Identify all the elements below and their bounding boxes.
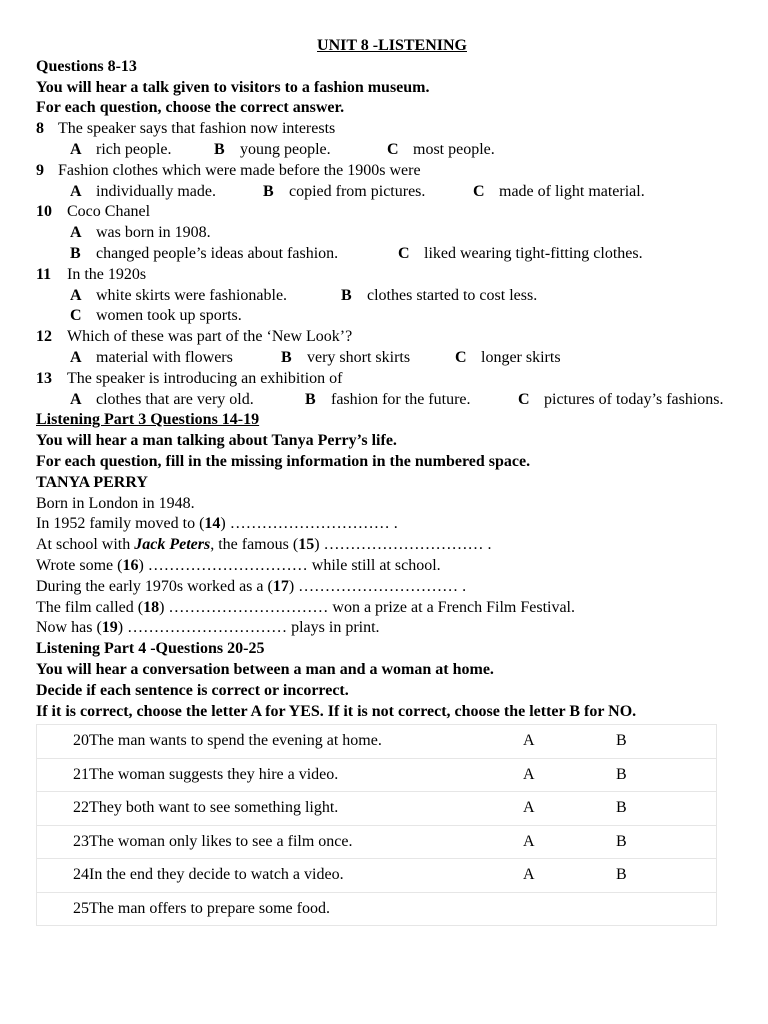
row-statement: In the end they decide to watch a video. [89, 859, 523, 893]
question-11-option-c-row [36, 306, 748, 327]
question-text: The speaker is introducing an exhibition of [67, 369, 343, 387]
gap-14-line: In 1952 family moved to (14) ………………………… . [36, 515, 398, 533]
table-row [37, 892, 717, 926]
option-a[interactable]: A was born in 1908. [70, 224, 211, 242]
part2-intro-2: For each question, choose the correct answer. [36, 99, 345, 117]
part4-intro-3: If it is correct, choose the letter A for YES. If it is not correct, choose the letter B for NO. [36, 702, 637, 720]
question-9-options [36, 182, 748, 203]
option-b[interactable]: B fashion for the future. [305, 390, 471, 408]
answer-a[interactable]: A [523, 825, 616, 859]
part2-intro-1: You will hear a talk given to visitors to a fashion museum. [36, 78, 430, 96]
gap-15-line: At school with Jack Peters, the famous (15) ………………………… . [36, 536, 492, 554]
question-13-options [36, 390, 748, 411]
part4-intro-1: You will hear a conversation between a man and a woman at home. [36, 660, 494, 678]
row-number: 22 [37, 792, 90, 826]
question-text: In the 1920s [67, 265, 147, 283]
answer-a[interactable]: A [523, 758, 616, 792]
answer-a[interactable]: A [523, 792, 616, 826]
part3-heading: Listening Part 3 Questions 14-19 [36, 411, 260, 429]
row-number: 25 [37, 892, 90, 926]
answer-b[interactable]: B [616, 725, 717, 759]
option-c[interactable]: C longer skirts [455, 348, 561, 366]
part4-intro-2: Decide if each sentence is correct or incorrect. [36, 681, 349, 699]
yes-no-table [36, 724, 717, 926]
option-c[interactable]: C liked wearing tight-fitting clothes. [398, 244, 643, 262]
option-a[interactable]: A rich people. [70, 140, 172, 158]
question-9: 9 Fashion clothes which were made before the 1900s were [36, 161, 421, 179]
option-a[interactable]: A clothes that are very old. [70, 390, 254, 408]
answer-a[interactable]: A [523, 725, 616, 759]
question-11-option-ab-row [36, 286, 748, 307]
question-text: Fashion clothes which were made before the 1900s were [58, 161, 421, 179]
row-statement: The woman suggests they hire a video. [89, 758, 523, 792]
table-row [37, 758, 717, 792]
question-13: 13 The speaker is introducing an exhibition of [36, 369, 343, 387]
row-statement: They both want to see something light. [89, 792, 523, 826]
option-b[interactable]: B clothes started to cost less. [341, 286, 538, 304]
answer-a[interactable]: A [523, 859, 616, 893]
row-number: 24 [37, 859, 90, 893]
answer-b[interactable]: B [616, 859, 717, 893]
question-10-option-bc-row [36, 244, 748, 265]
answer-b [616, 892, 717, 926]
gap-18-blank[interactable]: ………………………… [168, 598, 329, 616]
answer-a [523, 892, 616, 926]
table-row [37, 725, 717, 759]
gap-15-blank[interactable]: ………………………… [323, 536, 484, 554]
row-number: 20 [37, 725, 90, 759]
question-text: Which of these was part of the ‘New Look’? [67, 328, 353, 346]
page-title: UNIT 8 -LISTENING [317, 37, 467, 54]
option-b[interactable]: B changed people’s ideas about fashion. [70, 244, 339, 262]
option-c[interactable]: C made of light material. [473, 182, 645, 200]
born-line: Born in London in 1948. [36, 494, 195, 512]
table-row [37, 825, 717, 859]
part2-heading: Questions 8-13 [36, 57, 137, 75]
option-a[interactable]: A individually made. [70, 182, 216, 200]
option-c[interactable]: C women took up sports. [70, 307, 242, 325]
question-10: 10 Coco Chanel [36, 203, 151, 221]
gap-14-blank[interactable]: ………………………… [229, 515, 390, 533]
option-a[interactable]: A material with flowers [70, 348, 233, 366]
subject-name: TANYA PERRY [36, 473, 148, 491]
gap-16-blank[interactable]: ………………………… [147, 556, 308, 574]
row-statement: The woman only likes to see a film once. [89, 825, 523, 859]
option-b[interactable]: B very short skirts [281, 348, 411, 366]
question-8: 8 The speaker says that fashion now interests [36, 120, 336, 138]
question-8-options [36, 140, 748, 161]
row-number: 23 [37, 825, 90, 859]
option-c[interactable]: C pictures of today’s fashions. [518, 390, 724, 408]
answer-b[interactable]: B [616, 792, 717, 826]
table-row [37, 792, 717, 826]
gap-19-blank[interactable]: ………………………… [127, 619, 288, 637]
gap-19-line: Now has (19) ………………………… plays in print. [36, 619, 380, 637]
question-12: 12 Which of these was part of the ‘New Look’? [36, 328, 353, 346]
option-a[interactable]: A white skirts were fashionable. [70, 286, 288, 304]
option-b[interactable]: B young people. [214, 140, 331, 158]
question-text: Coco Chanel [67, 203, 151, 221]
gap-17-line: During the early 1970s worked as a (17) ………………………… . [36, 577, 467, 595]
option-b[interactable]: B copied from pictures. [263, 182, 426, 200]
answer-b[interactable]: B [616, 825, 717, 859]
question-text: The speaker says that fashion now interests [58, 120, 336, 138]
row-statement: The man offers to prepare some food. [89, 892, 523, 926]
row-statement: The man wants to spend the evening at home. [89, 725, 523, 759]
gap-18-line: The film called (18) ………………………… won a prize at a French Film Festival. [36, 598, 575, 616]
answer-b[interactable]: B [616, 758, 717, 792]
part3-intro-1: You will hear a man talking about Tanya Perry’s life. [36, 432, 397, 450]
question-12-options [36, 348, 748, 369]
question-11: 11 In the 1920s [36, 265, 147, 283]
gap-17-blank[interactable]: ………………………… [298, 577, 459, 595]
option-c[interactable]: C most people. [387, 140, 495, 158]
table-row [37, 859, 717, 893]
part3-intro-2: For each question, fill in the missing information in the numbered space. [36, 452, 531, 470]
gap-16-line: Wrote some (16) ………………………… while still at school. [36, 556, 441, 574]
question-10-option-a-row [36, 223, 748, 244]
worksheet [36, 36, 748, 917]
part4-heading: Listening Part 4 -Questions 20-25 [36, 640, 265, 658]
row-number: 21 [37, 758, 90, 792]
